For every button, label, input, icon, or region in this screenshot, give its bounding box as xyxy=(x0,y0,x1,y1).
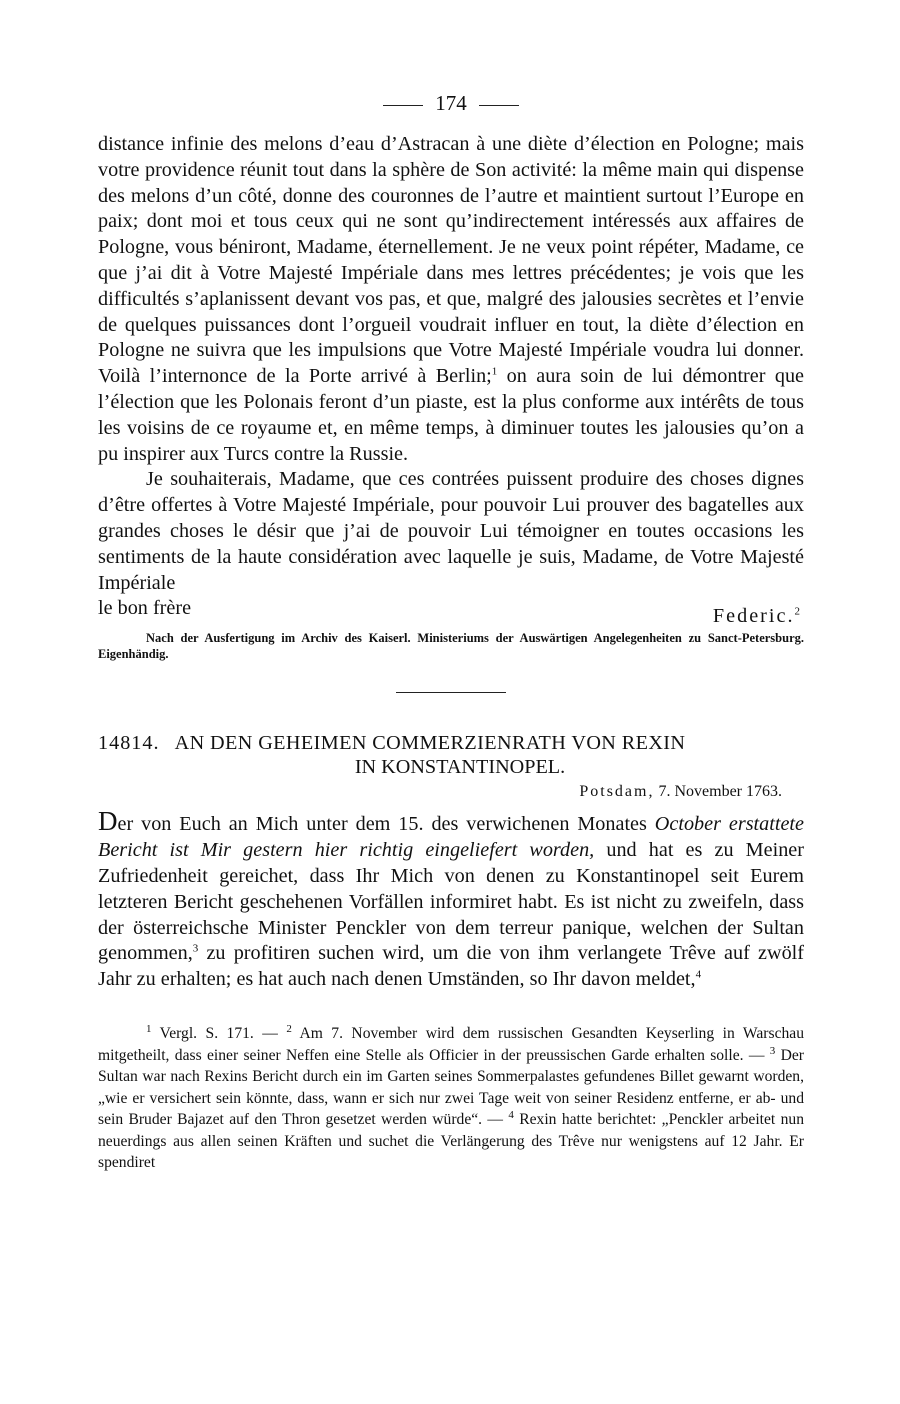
paragraph-continuation xyxy=(98,132,804,467)
footnote-number: 4 xyxy=(508,1109,514,1122)
footnotes xyxy=(98,1023,804,1174)
paragraph-closing: Je souhaiterais, Madame, que ces contrées puissent produire des choses dignes d’être offertes à Votre Majesté Impériale, pour pouvoir Lui prouver des bagatelles aux grandes choses le désir que j’ai de pouvoir Lui témoigner en toutes occasions les sentiments de la haute considération avec laquelle je suis, Madame, de Votre Majesté Impériale xyxy=(98,468,804,594)
letter-heading-line1 xyxy=(98,731,804,755)
footnote-marker: 3 xyxy=(192,942,199,955)
footnote-text: Vergl. S. 171. — xyxy=(151,1024,287,1042)
page-header xyxy=(98,88,804,118)
page-number: 174 xyxy=(435,91,467,115)
footnote-block xyxy=(98,1023,804,1174)
footnote-text: Der Sultan war nach Rexins Bericht durch ein im Garten seines Sommerpalastes gefundenes Billet gewarnt worden, „wie er versichert sein könnte, dass, wann er sich nur zwei Tage weit von seiner Residenz entferne, er ab- und sein Bruder Bajazet auf den Thron gesetzet werden würde“. — xyxy=(98,1046,804,1129)
footnote-marker: 1 xyxy=(491,365,498,378)
letter-text: und hat es zu Meiner Zufriedenheit gereichet, dass Ihr Mich von denen zu Konstantinopel seit Eurem letzteren Bericht geschehenen Vorfällen informiret habt. Es ist nicht zu zweifeln, dass der österreichsche Minister Penckler von dem terreur panique, welchen der Sultan genommen, xyxy=(98,839,804,965)
header-rule-right xyxy=(479,105,519,106)
footnote-marker: 4 xyxy=(695,968,702,981)
footnote-marker: 2 xyxy=(794,605,802,618)
signature-text: Federic. xyxy=(712,605,795,628)
footnote-text: Am 7. November wird dem russischen Gesandten Keyserling in Warschau mitgetheilt, dass einer seiner Neffen eine Stelle als Officier in der preussischen Garde erhalten solle. — xyxy=(98,1024,804,1064)
closing-phrase: le bon frère xyxy=(98,597,192,620)
footnote-number: 3 xyxy=(769,1044,776,1057)
place: Potsdam, xyxy=(579,783,655,801)
letter-heading xyxy=(98,731,804,779)
letter-text-italic: October erstattete Bericht ist Mir gestern hier richtig eingeliefert worden, xyxy=(98,813,804,862)
letter-title-line1: AN DEN GEHEIMEN COMMERZIENRATH VON REXIN xyxy=(174,732,686,755)
paragraph-text-cont: on aura soin de lui démontrer que l’élection que les Polonais feront d’un piaste, est la plus conforme aux intérêts de tous les voisins de ce royaume et, en même temps, à diminuer toutes les jalousies qu’on a pu inspirer aux Turcs contre la Russie. xyxy=(98,365,804,465)
footnote-number: 1 xyxy=(146,1022,152,1035)
paragraph-text: distance infinie des melons d’eau d’Astracan à une diète d’élection en Pologne; mais votre providence réunit tout dans la sphère de Son activité: la même main qui dispense des melons d’un côté, donne des couronnes de l’autre et maintient surtout l’Europe en paix; dont moi et tous ceux qui ne sont qu’indirectement intéressés aux affaires de Pologne, vous béniront, Madame, éternellement. Je ne veux point répéter, Madame, ce que j’ai dit à Votre Majesté Impériale dans mes lettres précédentes; je vois que les difficultés s’aplanissent devant vos pas, et que, malgré des jalousies secrètes et l’envie de quelques puissances dont l’orgueil voudrait influer en tout, la diète d’élection en Pologne ne suivra que les impulsions que Votre Majesté Impériale voudra lui donner. Voilà l’internonce de la Porte arrivé à Berlin; xyxy=(98,133,804,388)
letter-title-line2: IN KONSTANTINOPEL. xyxy=(354,756,566,779)
letter-text: er von Euch an Mich unter dem 15. des verwichenen Monates xyxy=(117,813,655,836)
book-page xyxy=(98,88,804,1174)
letter-body xyxy=(98,806,804,993)
section-separator xyxy=(396,692,506,693)
header-rule-left xyxy=(383,105,423,106)
footnote-number: 2 xyxy=(286,1022,292,1035)
footnote-text: Rexin hatte berichtet: „Penckler arbeitet nun neuerdings aus allen seinen Kräften und suchet die Verlängerung des Trêve nur wenigstens auf 12 Jahr. Er spendiret xyxy=(98,1111,804,1172)
signature-row xyxy=(98,596,804,628)
date: 7. November 1763. xyxy=(654,783,782,801)
place-date xyxy=(98,783,804,801)
previous-letter-text xyxy=(98,132,804,628)
initial-letter: D xyxy=(98,806,118,837)
letter-number: 14814. xyxy=(98,732,160,755)
source-note: Nach der Ausfertigung im Archiv des Kaiserl. Ministeriums der Auswärtigen Angelegenheiten zu Sanct-Petersburg. Eigenhändig. xyxy=(98,631,804,662)
signature xyxy=(713,604,802,630)
letter-text: zu profitiren suchen wird, um die von ihm verlangete Trêve auf zwölf Jahr zu erhalten; es hat auch nach denen Umständen, so Ihr davon meldet, xyxy=(98,942,804,991)
